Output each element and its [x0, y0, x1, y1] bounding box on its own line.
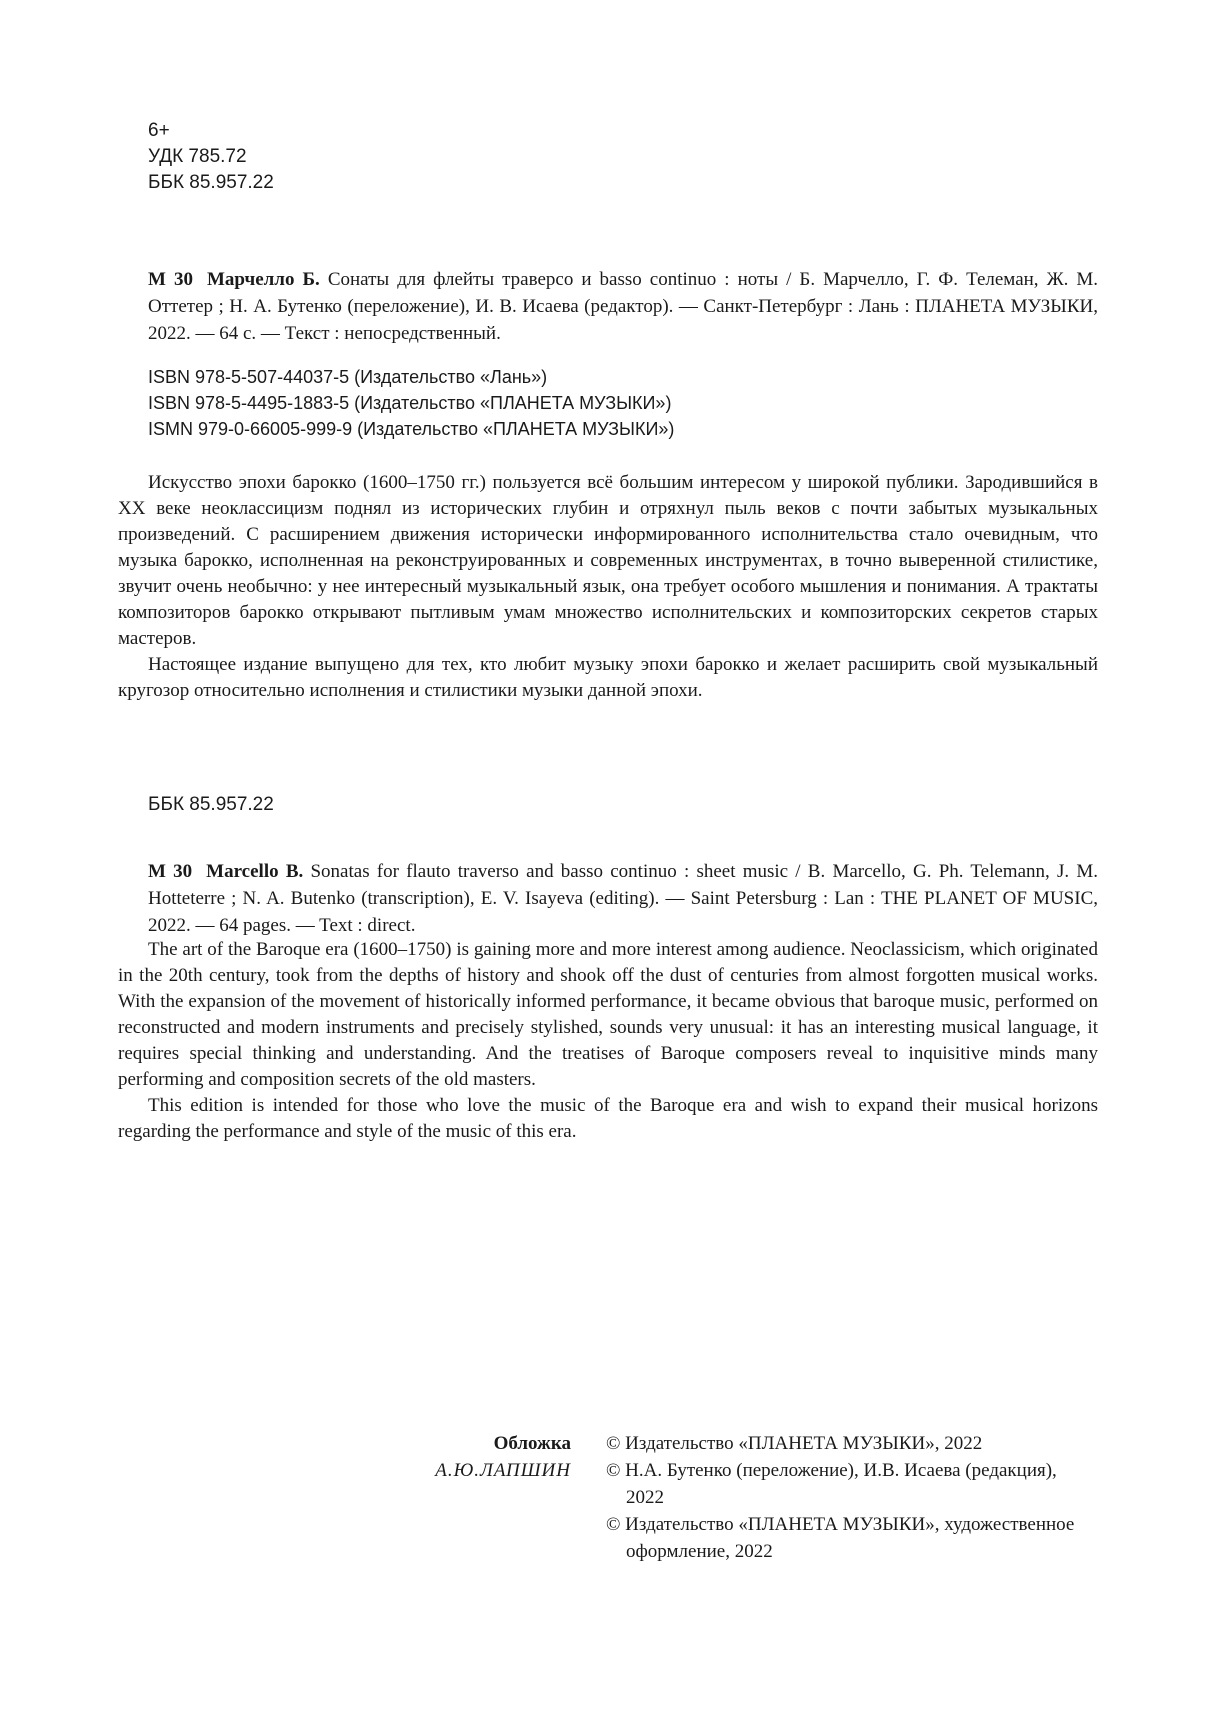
classification-block — [148, 118, 274, 196]
bibliographic-description: Sonatas for flauto traverso and basso continuo : sheet music / B. Marcello, G. Ph. Telemann, J. M. Hotteterre ; N. A. Butenko (transcription), E. V. Isayeva (editing). — Saint Petersburg : Lan : THE PLANET OF MUSIC, 2022. — 64 pages. — Text : direct. — [148, 861, 1098, 936]
author-name: Marcello B. — [206, 861, 304, 882]
isbn-planet: ISBN 978-5-4495-1883-5 (Издательство «ПЛАНЕТА МУЗЫКИ») — [148, 393, 672, 413]
bibliographic-description: Сонаты для флейты траверсо и basso continuo : ноты / Б. Марчелло, Г. Ф. Телеман, Ж. М. Оттетер ; Н. А. Бутенко (переложение), И. В. Исаева (редактор). — Санкт-Петербург : Лань : ПЛАНЕТА МУЗЫКИ, 2022. — 64 с. — Текст : непосредственный. — [148, 269, 1099, 344]
copyright-line: © Издательство «ПЛАНЕТА МУЗЫКИ», художественное оформление, 2022 — [606, 1514, 1075, 1562]
copyright-list — [606, 1430, 1076, 1565]
ismn-planet: ISMN 979-0-66005-999-9 (Издательство «ПЛАНЕТА МУЗЫКИ») — [148, 419, 675, 439]
cover-credit — [271, 1430, 571, 1484]
author-mark: М 30 — [148, 269, 193, 290]
annotation-paragraph: This edition is intended for those who love the music of the Baroque era and wish to expand their musical horizons regarding the performance and style of the music of this era. — [118, 1095, 1098, 1142]
bbk-code: ББК 85.957.22 — [148, 172, 274, 193]
english-annotation — [118, 937, 1098, 1145]
isbn-list — [148, 364, 674, 442]
udk-code: УДК 785.72 — [148, 146, 247, 167]
russian-annotation — [118, 470, 1098, 704]
bbk-code-repeat: ББК 85.957.22 — [148, 794, 274, 815]
annotation-paragraph: Искусство эпохи барокко (1600–1750 гг.) пользуется всё большим интересом у широкой публики. Зародившийся в XX веке неоклассицизм поднял из исторических глубин и отряхнул пыль веков с почти забытых музыкальных произведений. С расширением движения исторически информированного исполнительства стало очевидным, что музыка барокко, исполненная на реконструированных и современных инструментах, в точно выверенной стилистике, звучит очень необычно: у нее интересный музыкальный язык, она требует особого мышления и понимания. А трактаты композиторов барокко открывают пытливым умам множество исполнительских и композиторских секретов старых мастеров. — [118, 472, 1098, 649]
copyright-line: © Н.А. Бутенко (переложение), И.В. Исаева (редакция), 2022 — [606, 1460, 1057, 1508]
author-name: Марчелло Б. — [206, 269, 320, 290]
cover-label: Обложка — [493, 1433, 571, 1454]
author-mark: М 30 — [148, 861, 193, 882]
russian-bibliographic-record — [148, 266, 1098, 347]
isbn-lan: ISBN 978-5-507-44037-5 (Издательство «Лань») — [148, 367, 548, 387]
copyright-line: © Издательство «ПЛАНЕТА МУЗЫКИ», 2022 — [606, 1433, 983, 1454]
age-rating: 6+ — [148, 120, 170, 141]
cover-designer: А.Ю.ЛАПШИН — [435, 1460, 571, 1481]
annotation-paragraph: Настоящее издание выпущено для тех, кто любит музыку эпохи барокко и желает расширить свой музыкальный кругозор относительно исполнения и стилистики музыки данной эпохи. — [118, 654, 1098, 701]
annotation-paragraph: The art of the Baroque era (1600–1750) is gaining more and more interest among audience. Neoclassicism, which originated in the 20th century, took from the depths of history and shook off the dust of centuries from almost forgotten musical works. With the expansion of the movement of historically informed performance, it became obvious that baroque music, performed on reconstructed and modern instruments and precisely stylished, sounds very unusual: it has an interesting musical language, it requires special thinking and understanding. And the treatises of Baroque composers reveal to inquisitive minds many performing and composition secrets of the old masters. — [118, 939, 1098, 1090]
english-bibliographic-record — [148, 858, 1098, 939]
